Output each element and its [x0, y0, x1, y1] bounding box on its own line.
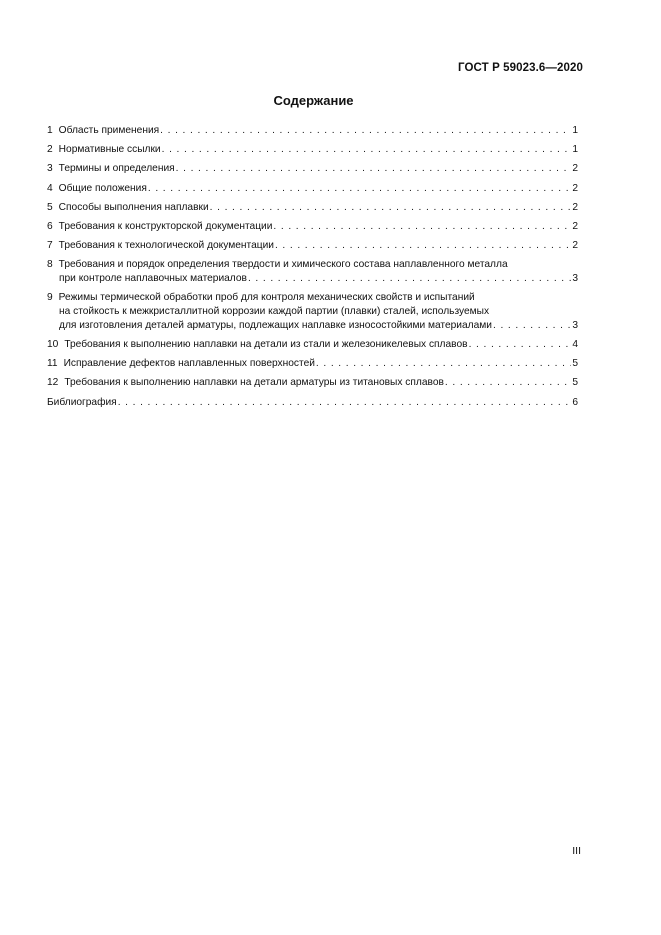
toc-entry-title: Требования и порядок определения твердости и химического состава наплавленного металла [58, 259, 508, 271]
toc-entry-line [47, 201, 578, 215]
dot-leader [445, 376, 571, 390]
toc-entry-number: 7 [47, 240, 53, 252]
toc-entry-page: 3 [572, 273, 578, 285]
toc-entry[interactable] [47, 239, 578, 253]
toc-entry-number: 3 [47, 163, 53, 175]
toc-entry-number: 6 [47, 220, 53, 232]
dot-leader [118, 396, 572, 410]
toc-entry-number: 12 [47, 377, 59, 389]
toc-entry-page: 5 [572, 377, 578, 389]
toc-entry-page: 1 [572, 144, 578, 156]
dot-leader [316, 357, 571, 371]
dot-leader [275, 239, 571, 253]
toc-entry-page: 2 [572, 163, 578, 175]
dot-leader [210, 201, 572, 215]
toc-entry[interactable] [47, 376, 578, 390]
dot-leader [493, 319, 571, 333]
toc-entry[interactable] [47, 124, 578, 138]
toc-entry-title: Способы выполнения наплавки [58, 201, 209, 213]
toc-entry-line [47, 376, 578, 390]
toc-entry-page: 3 [572, 319, 578, 331]
toc-entry-line [47, 305, 578, 319]
toc-entry-title: Общие положения [58, 182, 147, 194]
toc-entry-number: 1 [47, 125, 53, 136]
toc-entry-number: 4 [47, 182, 53, 194]
toc-entry-line [47, 291, 578, 305]
toc-entry-line [47, 396, 578, 410]
toc-entry[interactable] [47, 396, 578, 410]
toc-entry-number: 9 [47, 292, 53, 304]
toc-entry-number: 2 [47, 144, 53, 156]
toc-entry[interactable] [47, 357, 578, 371]
dot-leader [273, 220, 571, 234]
toc-entry-page: 2 [572, 182, 578, 194]
toc-entry-page: 2 [572, 201, 578, 213]
toc-entry-page: 6 [572, 396, 578, 408]
toc-entry-title: Библиография [47, 396, 117, 408]
toc-entry-line [47, 338, 578, 352]
toc-entry-line [47, 258, 578, 272]
toc-entry-line [47, 182, 578, 196]
toc-entry-line [47, 124, 578, 138]
toc-entry-line [47, 220, 578, 234]
toc-entry[interactable] [47, 220, 578, 234]
toc-entry-title: Требования к выполнению наплавки на детали из стали и железоникелевых сплавов [64, 339, 468, 351]
toc-entry[interactable] [47, 338, 578, 352]
toc-entry[interactable] [47, 162, 578, 176]
toc-entry-page: 2 [572, 220, 578, 232]
toc-entry-title: Исправление дефектов наплавленных поверхностей [63, 358, 315, 370]
toc-entry-title: Требования к выполнению наплавки на детали арматуры из титановых сплавов [64, 377, 444, 389]
toc-entry[interactable] [47, 258, 578, 286]
toc-title: Содержание [273, 93, 354, 108]
dot-leader [162, 143, 572, 157]
table-of-contents [47, 124, 578, 415]
toc-entry[interactable] [47, 291, 578, 332]
toc-entry-line [47, 319, 578, 333]
toc-entry-title: Нормативные ссылки [58, 144, 161, 156]
dot-leader [148, 182, 571, 196]
toc-entry-number: 11 [47, 358, 58, 370]
toc-entry-page: 4 [572, 339, 578, 351]
toc-entry-number: 5 [47, 201, 53, 213]
toc-entry[interactable] [47, 143, 578, 157]
toc-entry-page: 1 [572, 125, 578, 136]
toc-entry-line [47, 272, 578, 286]
document-code: ГОСТ Р 59023.6—2020 [458, 62, 583, 74]
dot-leader [160, 124, 571, 138]
toc-entry-title: Термины и определения [58, 163, 175, 175]
toc-entry[interactable] [47, 201, 578, 215]
dot-leader [176, 162, 572, 176]
toc-entry-line [47, 239, 578, 253]
page-number: III [572, 845, 581, 857]
toc-entry-line [47, 143, 578, 157]
toc-entry-title: Режимы термической обработки проб для контроля механических свойств и испытаний [58, 292, 475, 304]
toc-entry-line [47, 357, 578, 371]
toc-entry-line [47, 162, 578, 176]
toc-entry-title: на стойкость к межкристаллитной коррозии каждой партии (плавки) сталей, используемых [59, 306, 490, 318]
toc-entry[interactable] [47, 182, 578, 196]
toc-entry-number: 8 [47, 259, 53, 271]
toc-entry-title: для изготовления деталей арматуры, подлежащих наплавке износостойкими материалами [59, 319, 492, 331]
toc-entry-number: 10 [47, 339, 59, 351]
toc-entry-title: при контроле наплавочных материалов [59, 273, 247, 285]
dot-leader [469, 338, 572, 352]
toc-entry-title: Область применения [58, 125, 160, 136]
toc-entry-page: 2 [572, 240, 578, 252]
toc-entry-title: Требования к технологической документации [58, 240, 274, 252]
dot-leader [248, 272, 571, 286]
toc-entry-title: Требования к конструкторской документации [58, 220, 273, 232]
toc-entry-page: 5 [572, 358, 578, 370]
